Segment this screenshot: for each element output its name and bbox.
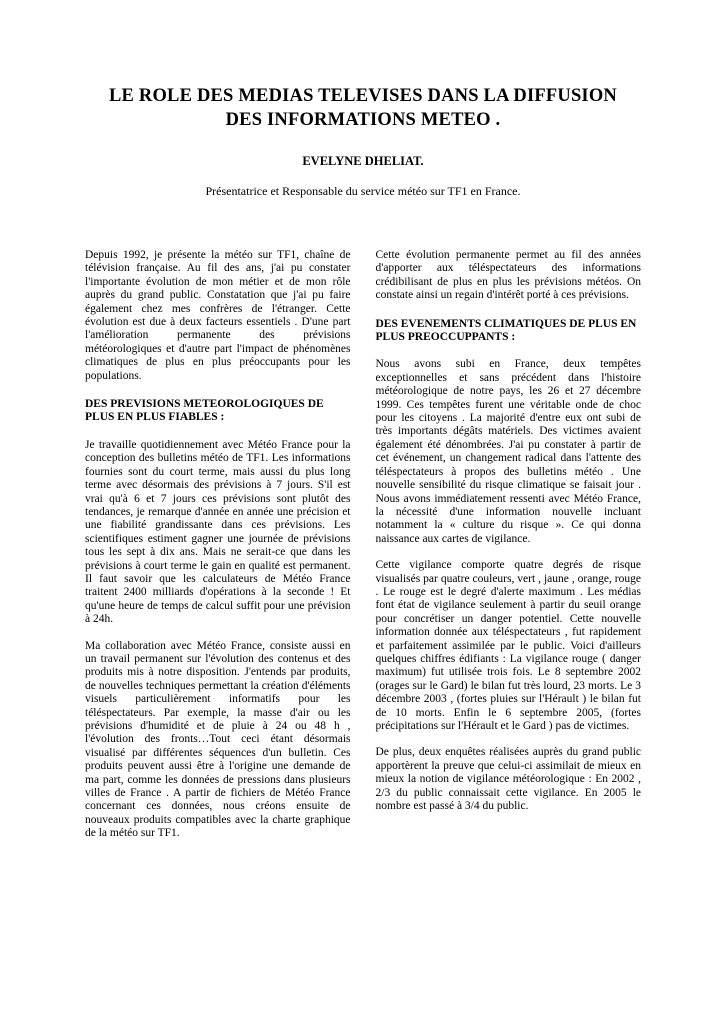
- paragraph-tempetes: Nous avons subi en France, deux tempêtes exceptionnelles et sans précédent dans l'histoire météorologique de notre pays, les 26 et 27 décembre 1999. Ces tempêtes furent une véritable onde de choc pour les citoyens . La majorité d'entre eux ont subi de très importants dégâts matériels. Des victimes avaient également été dénombrées. J'ai pu constater à partir de cet événement, un changement radical dans l'attente des téléspectateurs à propos des bulletins météo . Une nouvelle sensibilité du risque climatique se faisait jour . Nous avons immédiatement ressenti avec Météo France, la nécessité d'une information nouvelle incluant notamment la « culture du risque ». Ce qui donna naissance aux cartes de vigilance.: [375, 358, 641, 545]
- section-heading-evenements: DES EVENEMENTS CLIMATIQUES DE PLUS EN PLUS PREOCCUPPANTS :: [375, 317, 637, 344]
- paragraph-meteo-france: Je travaille quotidiennement avec Météo France pour la conception des bulletins météo de TF1. Les informations fournies sont du court terme, mais aussi du plus long terme avec désormais des prévisions à 7 jours. S'il est vrai qu'à 6 et 7 jours ces prévisions sont plutôt des tendances, je remarque d'année en année une précision et une fiabilité grandissante dans ces prévisions. Les scientifiques estiment gagner une journée de prévisions tous les sept à dix ans. Mais ne serait-ce que dans les prévisions à court terme le gain en qualité est permanent. Il faut savoir que les calculateurs de Météo France traitent 2400 milliards d'opérations à la seconde ! Et qu'une heure de temps de calcul suffit pour une prévision à 24h.: [85, 438, 351, 626]
- two-column-body: [85, 249, 641, 854]
- section-heading-previsions: DES PREVISIONS METEOROLOGIQUES DE PLUS EN PLUS FIABLES :: [85, 398, 324, 424]
- right-column: [376, 249, 642, 854]
- paragraph-enquetes: De plus, deux enquêtes réalisées auprès du grand public apportèrent la preuve que celui-ci assimilait de mieux en mieux la notion de vigilance météorologique : En 2002 , 2/3 du public connaissait cette vigilance. En 2005 le nombre est passé à 3/4 du public.: [375, 746, 641, 813]
- paragraph-vigilance: Cette vigilance comporte quatre degrés de risque visualisés par quatre couleurs, vert , jaune , orange, rouge . Le rouge est le degré d'alerte maximum . Les médias font état de vigilance seulement à partir du seuil orange pour concrétiser un danger potentiel. Cette nouvelle information donnée aux téléspectateurs , fut rapidement et parfaitement assimilée par le public. Voici d'ailleurs quelques chiffres édifiants : La vigilance rouge ( danger maximum) fut utilisée trois fois. Le 8 septembre 2002 (orages sur le Gard) le bilan fut très lourd, 23 morts. Le 3 décembre 2003 , (fortes pluies sur l'Hérault ) le bilan fut de 10 morts. Enfin le 6 septembre 2005, (fortes précipitations sur l'Hérault et le Gard ) pas de victimes.: [375, 559, 641, 732]
- author-name: EVELYNE DHELIAT.: [302, 154, 424, 168]
- document-title: [85, 84, 641, 132]
- left-column: [85, 249, 351, 854]
- paragraph-collaboration: Ma collaboration avec Météo France, consiste aussi en un travail permanent sur l'évolution des contenus et des produits mis à notre disposition. J'entends par produits, de nouvelles techniques permettant la création d'éléments visuels particulièrement informatifs pour les téléspectateurs. Par exemple, la masse d'air ou les prévisions d'humidité et de pluie à 24 ou 48 h , l'évolution des fronts…Tout ceci étant désormais visualisé par différentes séquences d'un bulletin. Ces produits peuvent aussi être à l'origine une demande de ma part, comme les données de pressions dans plusieurs villes de France . A partir de fichiers de Météo France concernant ces données, nous créons ensuite de nouveaux produits compatibles avec la charte graphique de la météo sur TF1.: [85, 639, 351, 840]
- paragraph-evolution: Cette évolution permanente permet au fil des années d'apporter aux téléspectateurs des informations crédibilisant de plus en plus les prévisions météos. On constate ainsi un regain d'intérêt porté à ces prévisions.: [375, 249, 641, 302]
- title-line-1: LE ROLE DES MEDIAS TELEVISES DANS LA DIFFUSION: [109, 86, 617, 106]
- author-affiliation: Présentatrice et Responsable du service météo sur TF1 en France.: [205, 184, 521, 198]
- title-line-2: DES INFORMATIONS METEO .: [225, 110, 501, 130]
- page-content: [85, 84, 641, 854]
- paragraph-intro: Depuis 1992, je présente la météo sur TF1, chaîne de télévision française. Au fil des ans, j'ai pu constater l'importante évolution de mon métier et de mon rôle auprès du grand public. Constatation que j'ai pu faire également chez mes confrères de l'étranger. Cette évolution est due à deux facteurs essentiels . D'une part l'amélioration permanente des prévisions météorologiques et d'autre part l'impact de phénomènes climatiques de plus en plus préoccupants pour les populations.: [85, 249, 351, 382]
